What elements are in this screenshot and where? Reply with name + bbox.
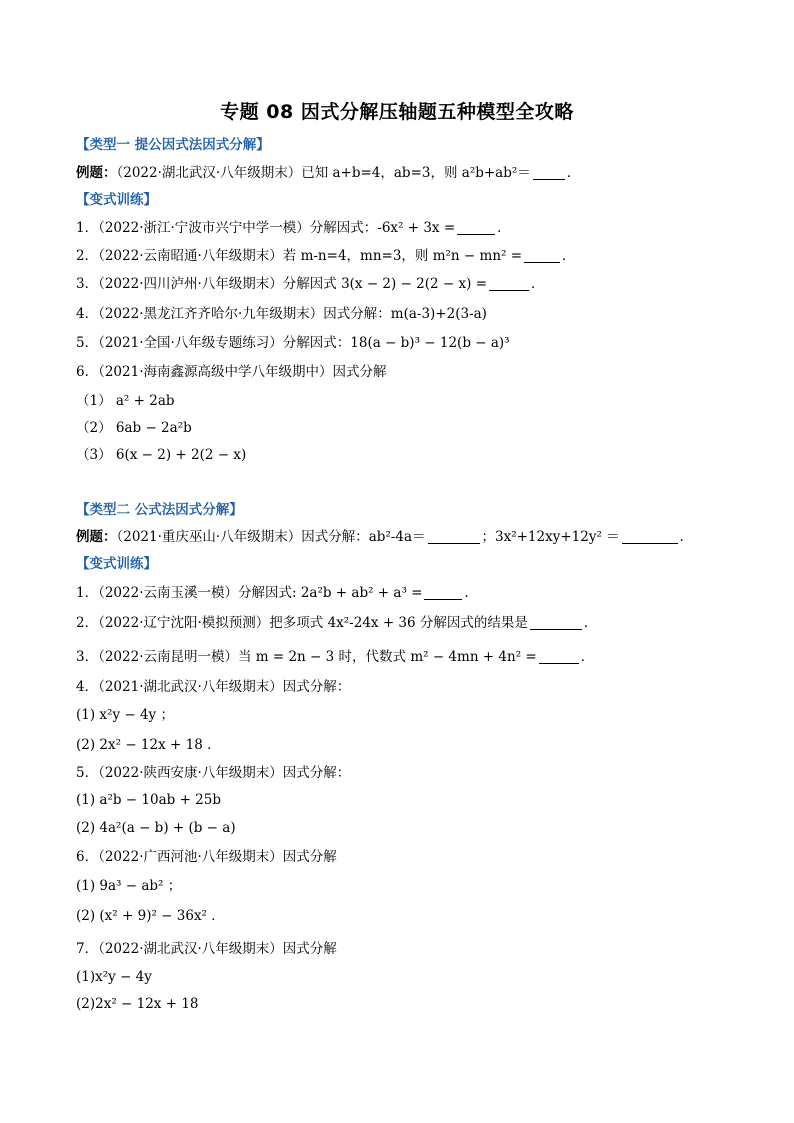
sub-question: （1） a² + 2ab [76, 393, 175, 409]
example-label: 例题： [76, 529, 117, 545]
answer-blank[interactable] [524, 248, 560, 263]
answer-blank[interactable] [428, 529, 480, 544]
question-item: 7．（2022·湖北武汉·八年级期末）因式分解 [76, 941, 337, 957]
question-item: 1．（2022·浙江·宁波市兴宁中学一模）分解因式：-6x² + 3x = ． [76, 220, 511, 236]
question-item: 4．（2021·湖北武汉·八年级期末）因式分解： [76, 679, 351, 695]
example-1: 例题：（2022·湖北武汉·八年级期末）已知 a+b=4，ab=3，则 a²b+ab²＝ ． [76, 165, 581, 181]
sub-question: （2） 6ab − 2a²b [76, 420, 192, 436]
sub-question: （3） 6(x − 2) + 2(2 − x) [76, 447, 247, 463]
answer-blank[interactable] [457, 220, 495, 235]
question-item: 6．（2022·广西河池·八年级期末）因式分解 [76, 849, 337, 865]
sub-question: (1)x²y − 4y [76, 969, 152, 985]
sub-question: (2)2x² − 12x + 18 [76, 996, 199, 1012]
sub-question: (2) 2x² − 12x + 18 ． [76, 737, 221, 753]
question-item: 3．（2022·四川泸州·八年级期末）分解因式 3(x − 2) − 2(2 − x) = ． [76, 276, 545, 292]
question-item: 5．（2022·陕西安康·八年级期末）因式分解： [76, 765, 351, 781]
sub-question: (1) a²b − 10ab + 25b [76, 792, 221, 808]
answer-blank[interactable] [533, 165, 565, 180]
answer-blank[interactable] [424, 585, 462, 600]
example-label: 例题： [76, 165, 117, 181]
question-item: 3．（2022·云南昆明一模）当 m = 2n − 3 时，代数式 m² − 4mn + 4n² = ． [76, 649, 595, 665]
question-item: 2．（2022·云南昭通·八年级期末）若 m-n=4，mn=3，则 m²n − mn² = ． [76, 248, 576, 264]
answer-blank[interactable] [489, 276, 529, 291]
example-2: 例题：（2021·重庆巫山·八年级期末）因式分解：ab²-4a＝ ；3x²+12xy+12y² ＝ ． [76, 529, 694, 545]
sub-question: (1) x²y − 4y ； [76, 707, 174, 723]
drill-heading-1: 【变式训练】 [76, 192, 157, 208]
sub-question: (2) 4a²(a − b) + (b − a) [76, 820, 236, 836]
sub-question: (2) (x² + 9)² − 36x² ． [76, 908, 225, 924]
page-title: 专题 08 因式分解压轴题五种模型全攻略 [220, 101, 574, 123]
section-heading-2: 【类型二 公式法因式分解】 [76, 502, 243, 518]
answer-blank[interactable] [530, 615, 582, 630]
answer-blank[interactable] [622, 529, 678, 544]
example-text: （2022·湖北武汉·八年级期末）已知 a+b=4，ab=3，则 a²b+ab²＝ [116, 165, 531, 181]
sub-question: (1) 9a³ − ab² ； [76, 878, 182, 894]
drill-heading-2: 【变式训练】 [76, 556, 157, 572]
question-item: 2．（2022·辽宁沈阳·模拟预测）把多项式 4x²-24x + 36 分解因式的结果是 ． [76, 615, 598, 631]
question-item: 1．（2022·云南玉溪一模）分解因式: 2a²b + ab² + a³ = ． [76, 585, 478, 601]
section-heading-1: 【类型一 提公因式法因式分解】 [76, 137, 270, 153]
question-item: 6．（2021·海南鑫源高级中学八年级期中）因式分解 [76, 364, 387, 380]
question-item: 4．（2022·黑龙江齐齐哈尔·九年级期末）因式分解：m(a-3)+2(3-a) [76, 306, 487, 322]
question-item: 5．（2021·全国·八年级专题练习）分解因式：18(a − b)³ − 12(b − a)³ [76, 335, 510, 351]
answer-blank[interactable] [539, 649, 579, 664]
